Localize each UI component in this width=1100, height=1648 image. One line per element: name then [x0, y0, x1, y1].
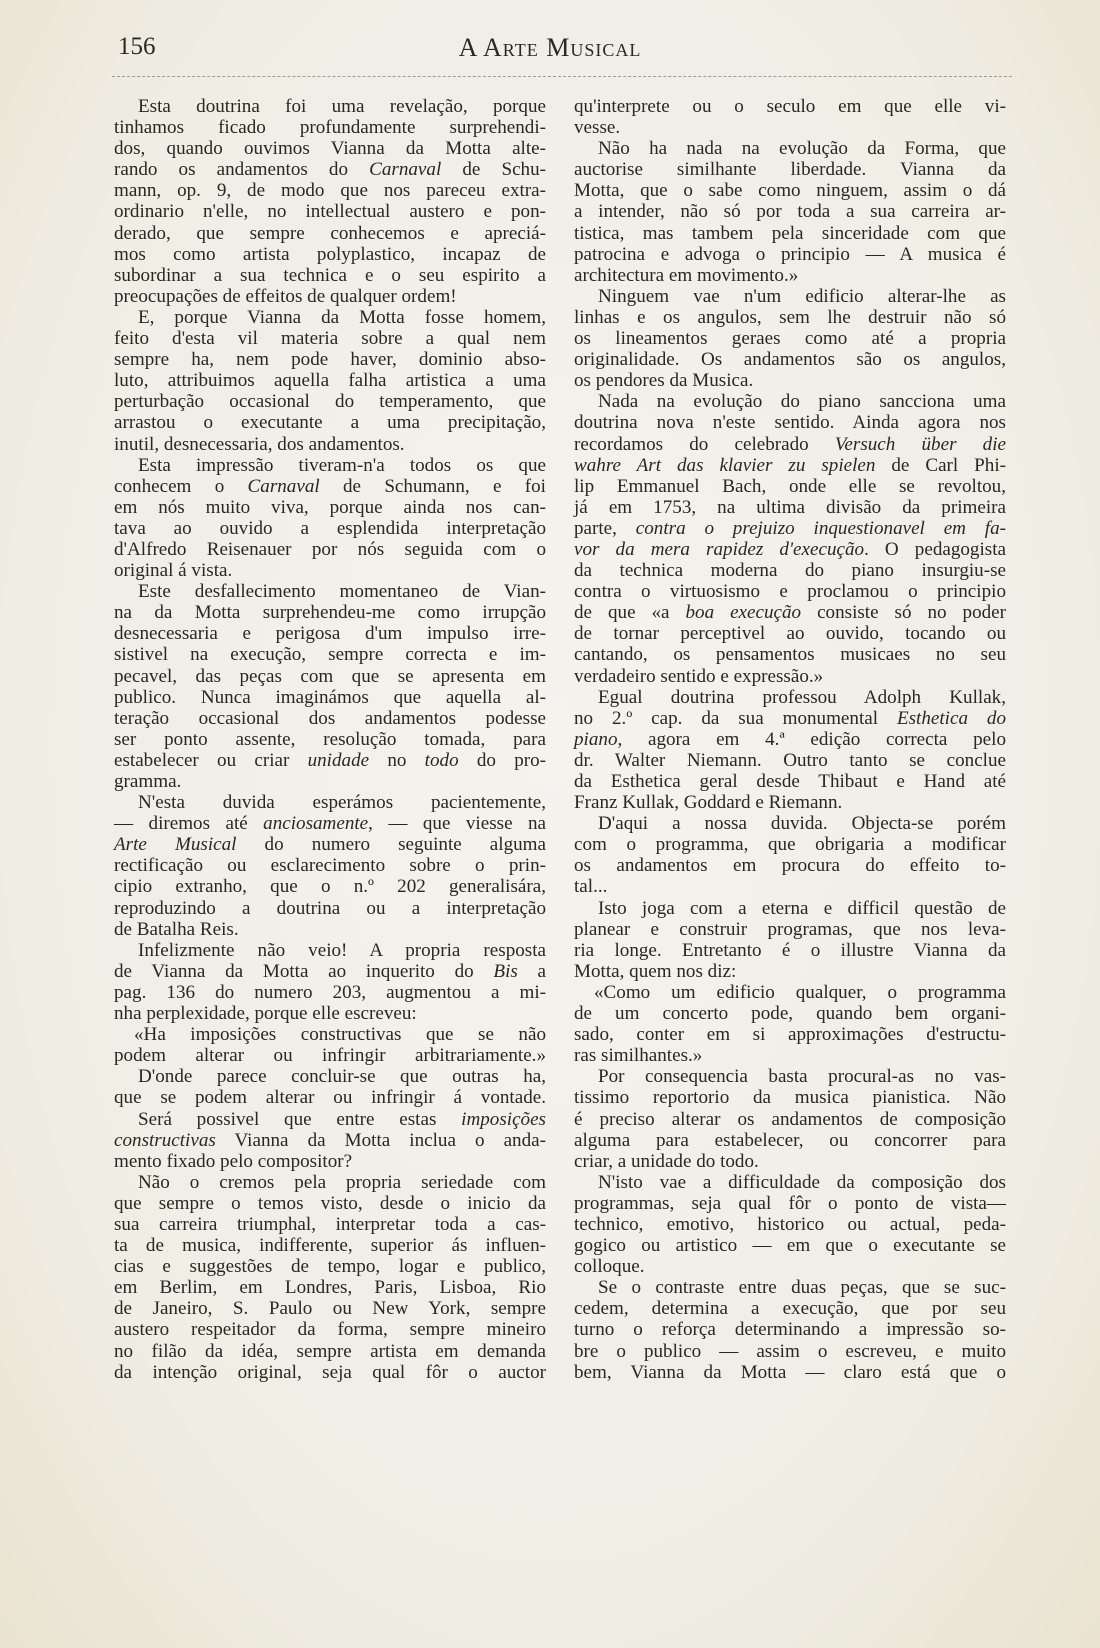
text-line: Egual doutrina professou Adolph Kullak, — [598, 686, 1006, 708]
text-line: cantando, os pensamentos musicaes no seu — [574, 644, 1006, 666]
text-line: turno o reforça determinando a impressão so- — [574, 1319, 1006, 1341]
header-rule — [112, 76, 1012, 77]
text-line: bem, Vianna da Motta — claro está que o — [574, 1361, 1006, 1383]
text-line: dos, quando ouvimos Vianna da Motta alte- — [114, 138, 546, 160]
text-line: Será possivel que entre estas imposições — [138, 1108, 546, 1130]
text-line: que se podem alterar ou infringir á vontade. — [114, 1087, 546, 1109]
text-line: arrastou o executante a uma precipitação, — [114, 412, 546, 434]
text-line: ras similhantes.» — [574, 1045, 703, 1067]
text-line: austero respeitador da forma, sempre mineiro — [114, 1319, 546, 1341]
text-line: inutil, desnecessaria, dos andamentos. — [114, 433, 405, 455]
text-line: Esta doutrina foi uma revelação, porque — [138, 96, 546, 117]
text-line: N'isto vae a difficuldade da composição dos — [598, 1171, 1006, 1193]
text-line: constructivas Vianna da Motta inclua o anda- — [114, 1129, 546, 1151]
text-line: da intenção original, seja qual fôr o auctor — [114, 1361, 546, 1383]
text-line: criar, a unidade do todo. — [574, 1150, 759, 1172]
text-line: Ninguem vae n'um edificio alterar-lhe as — [598, 285, 1006, 307]
text-line: podem alterar ou infringir arbitrariamente.» — [114, 1045, 546, 1067]
text-line: sua carreira triumphal, interpretar toda a cas- — [114, 1213, 546, 1235]
text-line: já em 1753, na ultima divisão da primeira — [574, 496, 1006, 518]
text-line: feito d'esta vil materia sobre a qual nem — [114, 328, 546, 350]
text-line: tissimo reportorio da musica pianistica. Não — [574, 1087, 1006, 1109]
text-line: pag. 136 do numero 203, augmentou a mi- — [114, 981, 546, 1003]
text-line: Infelizmente não veio! A propria resposta — [138, 939, 546, 961]
text-line: Arte Musical do numero seguinte alguma — [114, 834, 546, 856]
text-line: teração occasional dos andamentos podesse — [114, 707, 546, 729]
text-line: preocupações de effeitos de qualquer ordem! — [114, 285, 457, 307]
text-line: conhecem o Carnaval de Schumann, e foi — [114, 475, 546, 497]
text-line: Este desfallecimento momentaneo de Vian- — [138, 581, 546, 603]
text-line: D'onde parece concluir-se que outras ha, — [138, 1066, 546, 1088]
text-line: originalidade. Os andamentos são os angulos, — [574, 349, 1006, 371]
text-line: cedem, determina a execução, que por seu — [574, 1298, 1006, 1320]
text-line: da technica moderna do piano insurgiu-se — [574, 560, 1006, 582]
text-line: ta de musica, indifferente, superior ás influen- — [114, 1235, 546, 1257]
text-line: reproduzindo a doutrina ou a interpretação — [114, 897, 546, 919]
text-line: Não o cremos pela propria seriedade com — [138, 1171, 546, 1193]
text-line: rectificação ou esclarecimento sobre o prin- — [114, 855, 546, 877]
text-line: desnecessaria e perigosa d'um impulso irre- — [114, 623, 546, 645]
text-line: contra o virtuosismo e proclamou o principio — [574, 581, 1006, 603]
text-line: os lineamentos geraes como até a propria — [574, 328, 1006, 350]
text-line: nha perplexidade, porque elle escreveu: — [114, 1003, 417, 1025]
text-line: piano, agora em 4.ª edição correcta pelo — [574, 728, 1006, 750]
text-line: bre o publico — assim o escreveu, e muito — [574, 1340, 1006, 1362]
text-line: wahre Art das klavier zu spielen de Carl Phi- — [574, 454, 1006, 476]
text-line: é preciso alterar os andamentos de composição — [574, 1108, 1006, 1130]
text-line: tava ao ouvido a esplendida interpretação — [114, 517, 546, 539]
text-line: patrocina e advoga o principio — A musica é — [574, 243, 1006, 265]
text-line: mos como artista polyplastico, incapaz de — [114, 243, 546, 265]
text-line: vor da mera rapidez d'execução. O pedagogista — [574, 538, 1006, 560]
text-line: gogico ou artistico — em que o executante se — [574, 1235, 1006, 1257]
text-column-left — [114, 96, 546, 1383]
text-line: sempre ha, nem pode haver, dominio abso- — [114, 349, 546, 371]
text-line: Se o contraste entre duas peças, que se suc- — [598, 1277, 1006, 1299]
text-line: na da Motta surprehendeu-me como irrupção — [114, 602, 546, 624]
text-line: estabelecer ou criar unidade no todo do pro- — [114, 749, 547, 771]
text-line: Franz Kullak, Goddard e Riemann. — [574, 792, 843, 814]
text-line: cipio extranho, que o n.º 202 generalisára, — [114, 876, 546, 898]
text-line: linhas e os angulos, sem lhe destruir não só — [574, 306, 1006, 328]
text-line: Nada na evolução do piano sancciona uma — [598, 391, 1006, 413]
text-line: cias e suggestões de tempo, logar e publico, — [114, 1256, 546, 1278]
text-line: doutrina nova n'este sentido. Ainda agora nos — [574, 412, 1006, 434]
text-line: pecavel, das peças com que se apresenta em — [114, 665, 546, 687]
text-line: em nós muito viva, porque ainda nos can- — [114, 496, 546, 518]
text-line: original á vista. — [114, 560, 233, 582]
text-column-right — [574, 96, 1006, 1383]
text-line: gramma. — [114, 771, 182, 792]
text-line: — diremos até anciosamente, — que viesse na — [114, 813, 546, 835]
text-line: ordinario n'elle, no intellectual austero e pon- — [114, 201, 546, 223]
text-line: a intender, não só por toda a sua carreira ar- — [574, 201, 1006, 223]
text-line: architectura em movimento.» — [574, 264, 799, 286]
text-line: de Batalha Reis. — [114, 918, 239, 940]
text-line: sistivel na execução, sempre correcta e im- — [114, 644, 546, 666]
text-line: derado, que sempre conhecemos e apreciá- — [114, 222, 546, 244]
text-line: Motta, quem nos diz: — [574, 960, 737, 982]
text-line: luto, attribuimos aquella falha artistica a uma — [114, 370, 546, 392]
text-line: parte, contra o prejuizo inquestionavel em fa- — [574, 517, 1006, 539]
text-line: os andamentos em procura do effeito to- — [574, 855, 1006, 877]
text-line: de Vianna da Motta ao inquerito do Bis a — [114, 960, 547, 982]
text-line: em Berlim, em Londres, Paris, Lisboa, Rio — [114, 1277, 546, 1299]
text-line: Esta impressão tiveram-n'a todos os que — [138, 454, 546, 476]
text-line: de Janeiro, S. Paulo ou New York, sempre — [114, 1298, 546, 1320]
text-line: Isto joga com a eterna e difficil questão de — [598, 897, 1006, 919]
text-line: Por consequencia basta procural-as no vas- — [598, 1066, 1006, 1088]
text-line: no 2.º cap. da sua monumental Esthetica do — [574, 707, 1007, 729]
text-line: recordamos do celebrado Versuch über die — [574, 433, 1006, 455]
text-line: no filão da idéa, sempre artista em demanda — [114, 1340, 546, 1362]
text-line: os pendores da Musica. — [574, 370, 754, 392]
text-line: tinhamos ficado profundamente surprehendi- — [114, 117, 546, 139]
text-line: E, porque Vianna da Motta fosse homem, — [138, 306, 546, 328]
text-line: alguma para estabelecer, ou concorrer para — [574, 1129, 1006, 1151]
text-line: dr. Walter Niemann. Outro tanto se conclue — [574, 749, 1006, 771]
text-line: lip Emmanuel Bach, onde elle se revoltou, — [574, 475, 1006, 497]
text-line: Não ha nada na evolução da Forma, que — [598, 138, 1006, 160]
text-line: de que «a boa execução consiste só no poder — [574, 602, 1006, 624]
text-line: vesse. — [574, 117, 621, 139]
text-line: da Esthetica geral desde Thibaut e Hand até — [574, 771, 1006, 792]
text-line: technico, emotivo, historico ou actual, peda- — [574, 1213, 1006, 1235]
running-title: A Arte Musical — [458, 33, 642, 62]
text-line: colloque. — [574, 1256, 645, 1278]
text-line: «Como um edificio qualquer, o programma — [594, 981, 1006, 1003]
text-line: publico. Nunca imaginámos que aquella al- — [114, 686, 546, 708]
text-line: planear e construir programas, que nos leva- — [574, 918, 1006, 940]
text-line: N'esta duvida esperámos pacientemente, — [138, 792, 546, 814]
text-line: d'Alfredo Reisenauer por nós seguida com o — [114, 538, 546, 560]
text-line: tistica, mas tambem pela sinceridade com que — [574, 222, 1006, 244]
text-line: rando os andamentos do Carnaval de Schu- — [114, 159, 546, 181]
text-line: que sempre o temos visto, desde o inicio da — [114, 1192, 546, 1214]
text-line: tal... — [574, 876, 608, 898]
text-line: «Ha imposições constructivas que se não — [134, 1024, 546, 1046]
text-line: verdadeiro sentido e expressão.» — [574, 665, 824, 687]
page-number: 156 — [118, 33, 156, 60]
text-line: qu'interprete ou o seculo em que elle vi- — [574, 96, 1006, 117]
text-line: ser ponto assente, resolução tomada, para — [114, 728, 546, 750]
text-line: mento fixado pelo compositor? — [114, 1150, 353, 1172]
text-line: Motta, que o sabe como ninguem, assim o dá — [574, 180, 1006, 202]
text-line: de tornar perceptivel ao ouvido, tocando ou — [574, 623, 1006, 645]
text-line: ria longe. Entretanto é o illustre Vianna da — [574, 939, 1006, 961]
text-line: auctorise similhante liberdade. Vianna da — [574, 159, 1006, 181]
text-line: de um concerto pode, quando bem organi- — [574, 1003, 1006, 1025]
text-line: com o programma, que obrigaria a modificar — [574, 834, 1006, 856]
text-line: D'aqui a nossa duvida. Objecta-se porém — [598, 813, 1006, 835]
text-line: perturbação occasional do temperamento, que — [114, 391, 546, 413]
text-line: subordinar a sua technica e o seu espirito a — [114, 264, 546, 286]
text-line: sado, conter em si approximações d'estructu- — [574, 1024, 1006, 1046]
text-line: programmas, seja qual fôr o ponto de vista— — [574, 1192, 1006, 1214]
text-line: mann, op. 9, de modo que nos pareceu extra- — [114, 180, 546, 202]
